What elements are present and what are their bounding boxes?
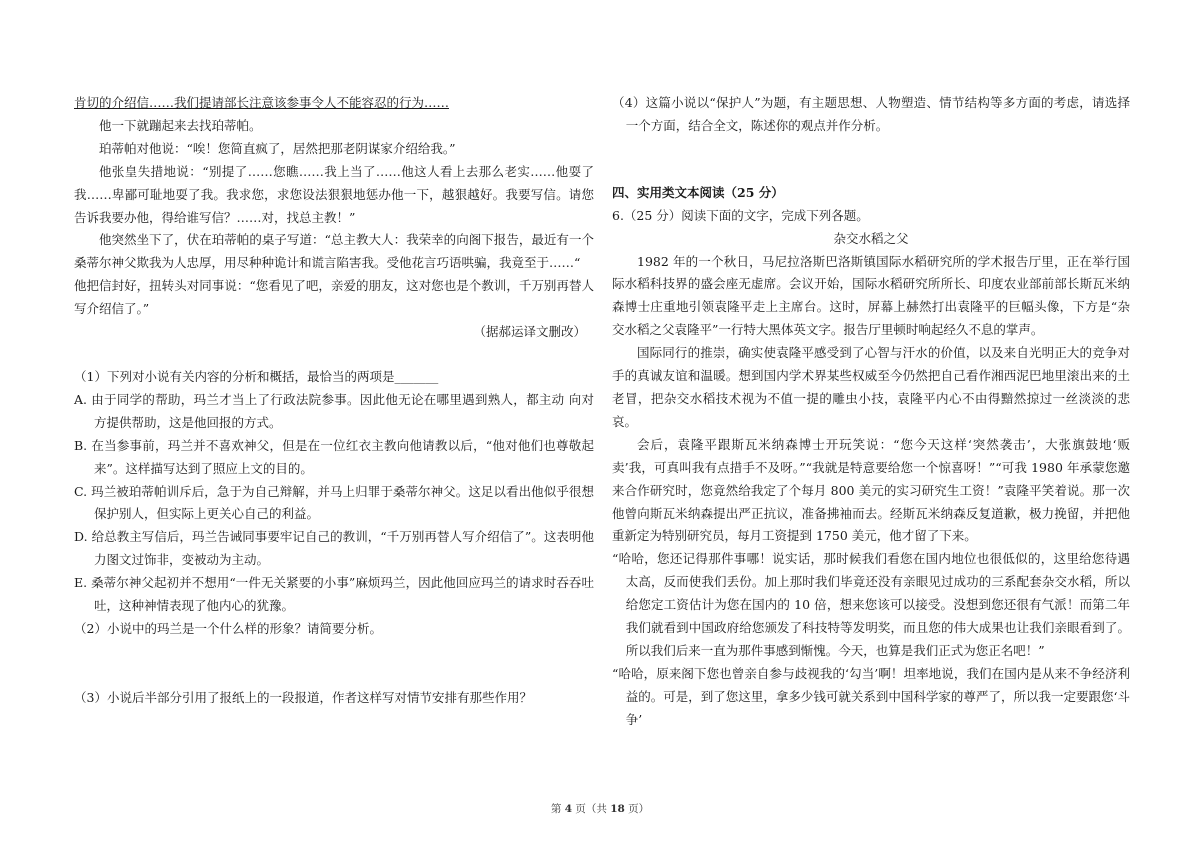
option-b: B. 在当参事前，玛兰并不喜欢神父，但是在一位红衣主教向他请教以后，“他对他们也尊敬起来”。这样描写达到了照应上文的目的。 [74,437,594,476]
answer-blank: _______ [394,368,439,384]
option-c: C. 玛兰被珀蒂帕训斥后，急于为自己辩解，并马上归罪于桑蒂尔神父。这足以看出他似乎很想保护别人，但实际上更关心自己的利益。 [74,483,594,522]
article-paragraph: 1982 年的一个秋日，马尼拉洛斯巴洛斯镇国际水稻研究所的学术报告厅里，正在举行国际水稻科技界的盛会座无虚席。会议开始，国际水稻研究所所长、印度农业部前部长斯瓦米纳森博士庄重地引领袁隆平走上主席台。这时，屏幕上赫然打出袁隆平的巨幅头像，下方是“杂交水稻之父袁隆平”一行特大黑体英文字。报告厅里顿时响起经久不息的掌声。 [612,253,1130,338]
question-3: （3）小说后半部分引用了报纸上的一段报道，作者这样写对情节安排有那些作用？ [74,689,532,705]
question-1-stem: （1）下列对小说有关内容的分析和概括，最恰当的两项是_______ [74,368,439,384]
question-6-intro: 6.（25 分）阅读下面的文字，完成下列各题。 [612,207,869,223]
left-column [74,92,594,710]
passage-line: 他张皇失措地说：“别提了……您瞧……我上当了……他这人看上去那么老实……他耍了我……卑鄙可耻地耍了我。我求您，求您设法狠狠地惩办他一下，越狠越好。我要写信。请您告诉我要办他，得给谁写信？……对，找总主教！” [74,163,594,225]
option-d: D. 给总教主写信后，玛兰告诫同事要牢记自己的教训，“千万别再替人写介绍信了”。这表明他力图文过饰非，变被动为主动。 [74,529,594,568]
page-total: 18 [610,803,625,815]
passage-source: （据郝运译文删改） [473,324,586,340]
passage-line: 他把信封好，扭转头对同事说：“您看见了吧，亲爱的朋友，这对您也是个教训，千万别再替人写介绍信了。” [74,278,594,317]
option-a: A. 由于同学的帮助，玛兰才当上了行政法院参事。因此他无论在哪里遇到熟人，都主动 向对方提供帮助，这是他回报的方式。 [74,391,594,430]
article-paragraph: “哈哈，原来阁下您也曾亲自参与歧视我的‘勾当’啊！坦率地说，我们在国内是从来不争经济利益的。可是，到了您这里，拿多少钱可就关系到中国科学家的尊严了，所以我一定要跟您‘斗争’ [612,665,1130,727]
article-paragraph: 会后，袁隆平跟斯瓦米纳森博士开玩笑说：“您今天这样‘突然袭击’，大张旗鼓地‘贩卖’我，可真叫我有点措手不及呀。”“我就是特意要给您一个惊喜呀！”“可我 1980 年承蒙您邀来合作研究时，您竟然给我定了个每月 800 美元的实习研究生工资！”袁隆平笑着说。那一次他曾向斯瓦米纳森提出严正抗议，准备拂袖而去。经斯瓦米纳森反复道歉，极力挽留，并把他重新定为特别研究员，每月工资提到 1750 美元，他才留了下来。 [612,436,1130,544]
page-number: 4 [564,803,572,815]
passage-line: 肯切的介绍信……我们提请部长注意该参事令人不能容忍的行为…… [74,95,450,110]
question-2: （2）小说中的玛兰是一个什么样的形象？请简要分析。 [74,620,382,636]
article-paragraph: 国际同行的推崇，确实使袁隆平感受到了心智与汗水的价值，以及来自光明正大的竞争对手的真诚友谊和温暖。想到国内学术界某些权威至今仍然把自己看作湘西泥巴地里滚出来的土老冒，把杂交水稻技术视为不值一提的雕虫小技，袁隆平内心不由得黯然掠过一丝淡淡的悲哀。 [612,345,1130,429]
passage-line: 他突然坐下了，伏在珀蒂帕的桌子写道：“总主教大人：我荣幸的向阁下报告，最近有一个桑蒂尔神父欺我为人忠厚，用尽种种诡计和谎言陷害我。受他花言巧语哄骗，我竟至于……“ [74,232,594,271]
right-column [612,92,1130,732]
page-footer: 第 4 页（共 18 页） [550,803,650,815]
section-heading: 四、实用类文本阅读（25 分） [612,184,784,200]
passage-line: 珀蒂帕对他说：“唉！您简直疯了，居然把那老阴谋家介绍给我。” [99,140,456,156]
option-e: E. 桑蒂尔神父起初并不想用“一件无关紧要的小事”麻烦玛兰，因此他回应玛兰的请求时吞吞吐吐，这种神情表现了他内心的犹豫。 [74,575,594,614]
question-4: （4）这篇小说以“保护人”为题，有主题思想、人物塑造、情节结构等多方面的考虑，请选择一个方面，结合全文，陈述你的观点并作分析。 [612,95,1130,133]
article-title: 杂交水稻之父 [833,230,909,246]
article-paragraph: “哈哈，您还记得那件事哪！说实话，那时候我们看您在国内地位也很低似的，这里给您待遇太高，反而使我们丢份。加上那时我们毕竟还没有亲眼见过成功的三系配套杂交水稻，所以给您定工资估计为您在国内的 10 倍，想来您该可以接受。没想到您还很有气派！而第二年我们就看到中国政府给您颁发了科技特等发明奖，而且您的伟大成果也让我们亲眼看到了。所以我们后来一直为那件事感到惭愧。今天，也算是我们正式为您正名吧！” [612,551,1130,658]
passage-line: 他一下就蹦起来去找珀蒂帕。 [99,117,262,133]
